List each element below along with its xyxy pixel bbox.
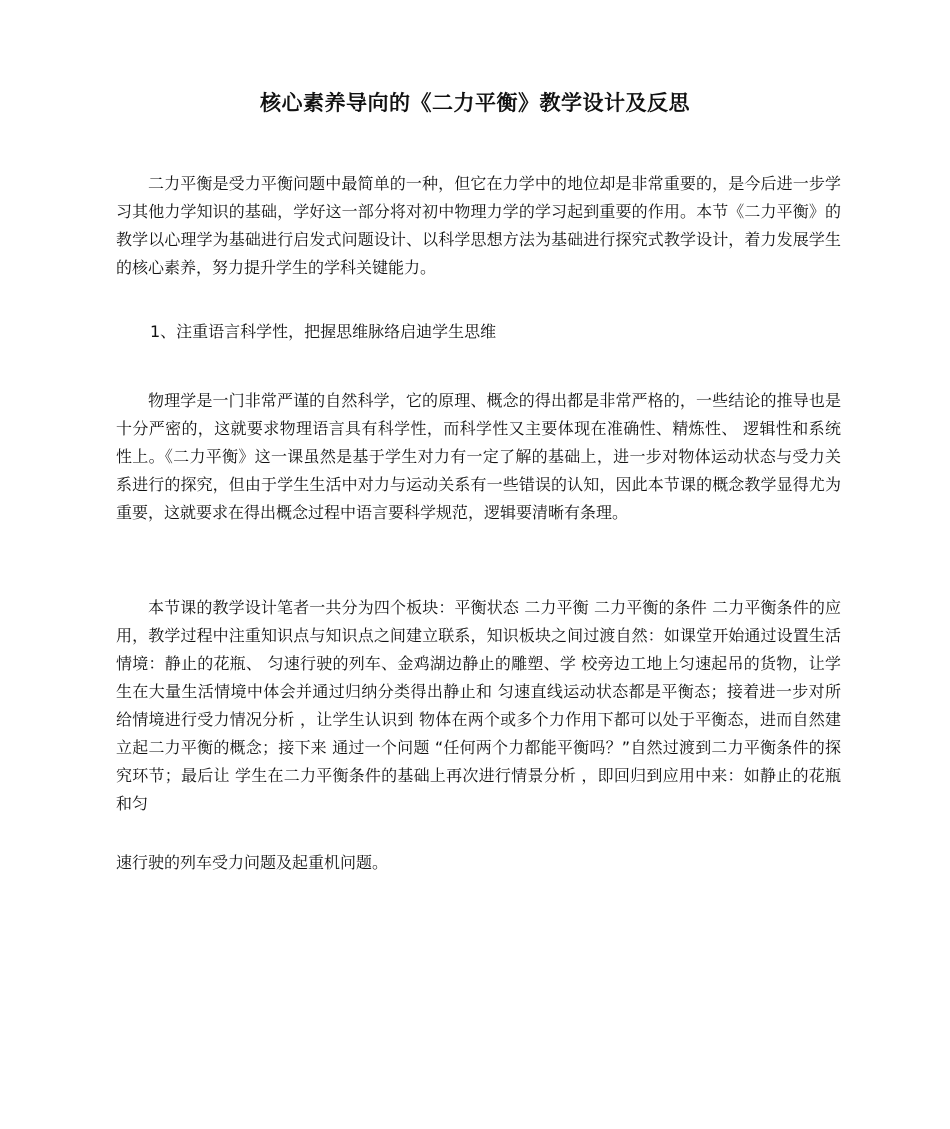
section-heading: 1、注重语言科学性，把握思维脉络启迪学生思维 [150,322,497,341]
document-title: 核心素养导向的《二力平衡》教学设计及反思 [260,91,690,115]
paragraph-teaching-design: 本节课的教学设计笔者一共分为四个板块：平衡状态 二力平衡 二力平衡的条件 二力平衡条件的应用，教学过程中注重知识点与知识点之间建立联系，知识板块之间过渡自然：如课堂开始通过设置生活情境：静止的花瓶、 匀速行驶的列车、金鸡湖边静止的雕塑、学 校旁边工地上匀速起吊的货物，让学生在大量生活情境中体会并通过归纳分类得出静止和 匀速直线运动状态都是平衡态；接着进一步对所给情境进行受力情况分析 ，让学生认识到 物体在两个或多个力作用下都可以处于平衡态，进而自然建立起二力平衡的概念；接下来 通过一个问题 “任何两个力都能平衡吗？”自然过渡到二力平衡条件的探究环节；最后让 学生在二力平衡条件的基础上再次进行情景分析 ，即回归到应用中来：如静止的花瓶和匀 [116,598,841,813]
paragraph-intro: 二力平衡是受力平衡问题中最简单的一种，但它在力学中的地位却是非常重要的，是今后进一步学习其他力学知识的基础，学好这一部分将对初中物理力学的学习起到重要的作用。本节《二力平衡》的教学以心理学为基础进行启发式问题设计、以科学思想方法为基础进行探究式教学设计，着力发展学生的核心素养，努力提升学生的学科关键能力。 [116,174,841,277]
paragraph-language-science: 物理学是一门非常严谨的自然科学，它的原理、概念的得出都是非常严格的，一些结论的推导也是十分严密的，这就要求物理语言具有科学性，而科学性又主要体现在准确性、精炼性、 逻辑性和系统性上。《二力平衡》这一课虽然是基于学生对力有一定了解的基础上，进一步对物体运动状态与受力关系进行的探究，但由于学生生活中对力与运动关系有一些错误的认知，因此本节课的概念教学显得尤为重要，这就要求在得出概念过程中语言要科学规范，逻辑要清晰有条理。 [116,391,841,522]
paragraph-continuation: 速行驶的列车受力问题及起重机问题。 [116,853,389,872]
